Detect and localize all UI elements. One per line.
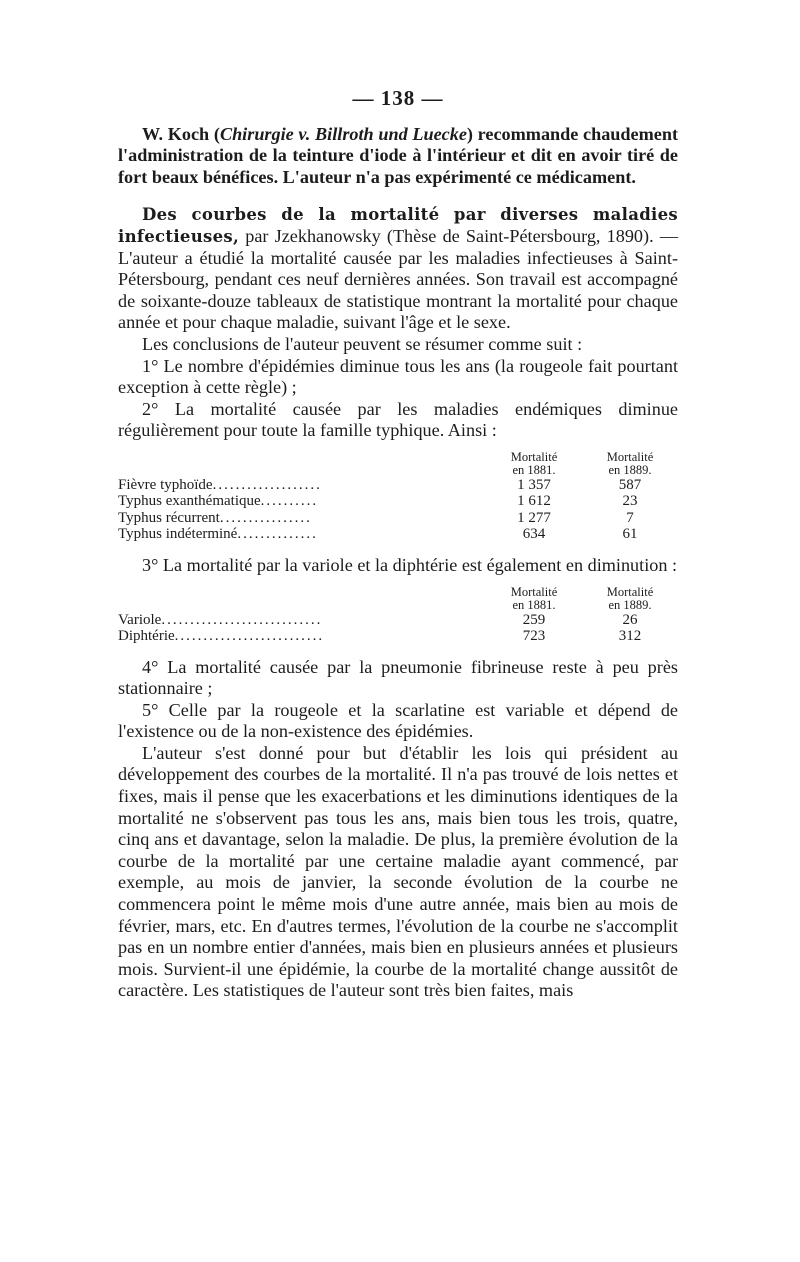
table-row: Typhus indéterminé.............. 634 61 [118, 526, 678, 543]
table-header-row [118, 451, 678, 477]
row-label: Typhus récurrent [118, 509, 220, 526]
table-row: Diphtérie.......................... 723 312 [118, 628, 678, 645]
article-para2: Les conclusions de l'auteur peuvent se résumer comme suit : [142, 333, 583, 354]
row-label: Diphtérie [118, 628, 175, 644]
intro-paragraph: W. Koch (Chirurgie v. Billroth und Luecke) recommande chaudement l'administration de la teinture d'iode à l'intérieur et dit en avoir tiré de fort beaux bénéfices. L'auteur n'a pas expérimenté ce médicament. [118, 123, 678, 187]
row-label: Typhus exanthématique [118, 493, 261, 510]
article-final-paragraph: L'auteur s'est donné pour but d'établir les lois qui président au développement des courbes de la mortalité. Il n'a pas trouvé de lois nettes et fixes, mais il pense que les exacerbations et les diminutions identiques de la mortalité ne s'observent pas tous les ans, mais bien tous les trois, quatre, cinq ans et davantage, selon la maladie. De plus, la première évolution de la courbe de la mortalité par une certaine maladie ayant commencé, par exemple, au mois de janvier, la seconde évolution de la courbe ne commencera point le même mois d'une autre année, mais bien au mois de février, mars, etc. En d'autres termes, l'évolution de la courbe ne s'accomplit pas en un nombre entier d'années, mais bien en plusieurs années et plusieurs mois. Survient-il une épidémie, la courbe de la mortalité change aussitôt de caractère. Les statistiques de l'auteur sont très bien faites, mais [118, 742, 678, 1001]
article-first-paragraph [118, 204, 678, 334]
article-para1: — L'auteur a étudié la mortalité causée par les maladies infectieuses à Saint-Pétersbourg, pendant ces neuf dernières années. Son travail est accompagné de soixante-douze tableaux de statistique montrant la mortalité pour chaque année et pour chaque maladie, suivant l'âge et le sexe. [118, 225, 679, 333]
row-label: Variole [118, 611, 162, 628]
table-header-cell: Mortalité en 1889. [606, 449, 654, 477]
row-value-1881: 1 277 [517, 509, 551, 526]
article-byline: par Jzekhanowsky (Thèse de Saint-Pétersbourg, 1890). [245, 225, 654, 246]
document-page [118, 88, 678, 1002]
row-value-1889: 7 [626, 509, 634, 526]
article-point5: 5° Celle par la rougeole et la scarlatine est variable et dépend de l'existence ou de la non-existence des épidémies. [118, 699, 678, 742]
table-header-cell: Mortalité en 1889. [606, 584, 654, 612]
table-row: Fièvre typhoïde................... 1 357 587 [118, 477, 678, 494]
intro-author: W. Koch [142, 123, 210, 144]
table-row: Variole............................ 259 26 [118, 612, 678, 629]
row-value-1889: 587 [618, 476, 642, 493]
intro-text: recommande chaudement l'administration de la teinture d'iode à l'intérieur et dit en avoir tiré de fort beaux bénéfices. L'auteur n'a pas expérimenté ce médicament. [118, 123, 678, 187]
row-value-1889: 23 [622, 493, 638, 510]
table-header-cell: Mortalité en 1881. [510, 584, 558, 612]
article-point2: 2° La mortalité causée par les maladies endémiques diminue régulièrement pour toute la famille typhique. Ainsi : [118, 398, 678, 441]
article-point1: 1° Le nombre d'épidémies diminue tous les ans (la rougeole fait pourtant exception à cette règle) ; [118, 355, 678, 398]
row-value-1881: 1 612 [517, 493, 551, 510]
article-heading: Des courbes de la mortalité par diverses maladies infectieuses, [118, 205, 678, 246]
row-value-1881: 1 357 [517, 476, 551, 493]
row-label: Fièvre typhoïde [118, 476, 213, 493]
table-header-cell: Mortalité en 1881. [510, 449, 558, 477]
article-point3: 3° La mortalité par la variole et la diphtérie est également en diminution : [142, 554, 678, 575]
variola-diphtheria-table [118, 586, 678, 645]
row-value-1889: 61 [622, 526, 638, 543]
article-point4: 4° La mortalité causée par la pneumonie fibrineuse reste à peu près stationnaire ; [118, 656, 678, 699]
row-value-1889: 312 [618, 628, 642, 644]
row-value-1881: 723 [522, 628, 546, 644]
intro-source: Chirurgie v. Billroth und Luecke [219, 123, 467, 144]
table-row: Typhus exanthématique.......... 1 612 23 [118, 493, 678, 510]
row-value-1881: 259 [522, 611, 546, 628]
typhus-mortality-table [118, 451, 678, 543]
row-value-1881: 634 [522, 526, 546, 543]
page-number: — 138 — [352, 86, 444, 110]
row-value-1889: 26 [622, 611, 638, 628]
table-row: Typhus récurrent................ 1 277 7 [118, 510, 678, 527]
table-header-row [118, 586, 678, 612]
row-label: Typhus indéterminé [118, 526, 238, 543]
